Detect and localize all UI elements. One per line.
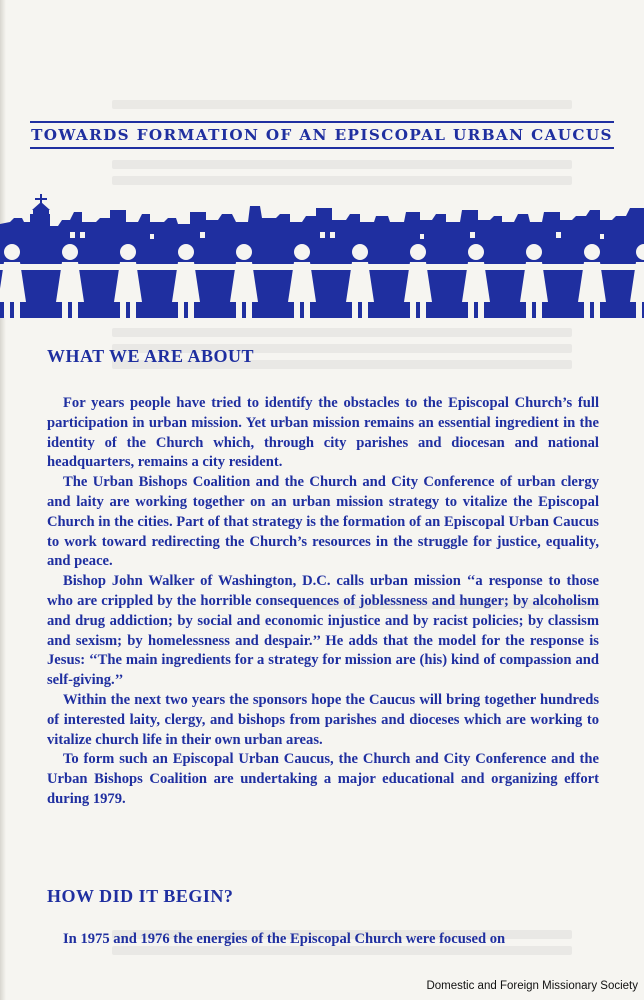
- section-body-how-did-it-begin: [47, 930, 599, 950]
- paragraph: Bishop John Walker of Washington, D.C. calls urban mission ‘‘a response to those who are crippled by the horrible consequences of joblessness and hunger; by alcoholism and drug addiction; by social and economic injustice and by racist policies; by classism and sexism; by homelessness and despair.’’ He adds that the model for the response is Jesus: ‘‘The main ingredients for a strategy for mission are (his) kind of compassion and self-giving.’’: [47, 573, 599, 689]
- header-rule-top: [30, 121, 614, 123]
- city-skyline-with-linked-people-icon: [0, 192, 644, 318]
- paragraph: For years people have tried to identify the obstacles to the Episcopal Church’s full participation in urban mission. Yet urban mission remains an essential ingredient in the identity of the Church which, through city parishes and diocesan and national headquarters, remains a city resident.: [47, 395, 599, 471]
- header-rule-bottom: [30, 147, 614, 149]
- header-title: TOWARDS FORMATION OF AN EPISCOPAL URBAN CAUCUS: [31, 126, 613, 144]
- paragraph: In 1975 and 1976 the energies of the Episcopal Church were focused on: [63, 931, 506, 947]
- paragraph: Within the next two years the sponsors hope the Caucus will bring together hundreds of interested laity, clergy, and bishops from parishes and dioceses which are working to vitalize church life in their own urban areas.: [47, 691, 599, 748]
- footer-credit: Domestic and Foreign Missionary Society: [426, 980, 638, 992]
- section-body-what-we-are-about: [47, 394, 599, 810]
- page-edge: [0, 0, 6, 1000]
- section-heading-what-we-are-about: WHAT WE ARE ABOUT: [47, 346, 255, 366]
- paragraph: The Urban Bishops Coalition and the Church and City Conference of urban clergy and laity are working together on an urban mission strategy to vitalize the Episcopal Church in the cities. Part of that strategy is the formation of an Episcopal Urban Caucus to work toward redirecting the Church’s resources in the struggle for justice, equality, and peace.: [47, 474, 599, 570]
- paragraph: To form such an Episcopal Urban Caucus, the Church and City Conference and the Urban Bishops Coalition are undertaking a major educational and organizing effort during 1979.: [47, 751, 599, 807]
- section-heading-how-did-it-begin: HOW DID IT BEGIN?: [47, 886, 234, 906]
